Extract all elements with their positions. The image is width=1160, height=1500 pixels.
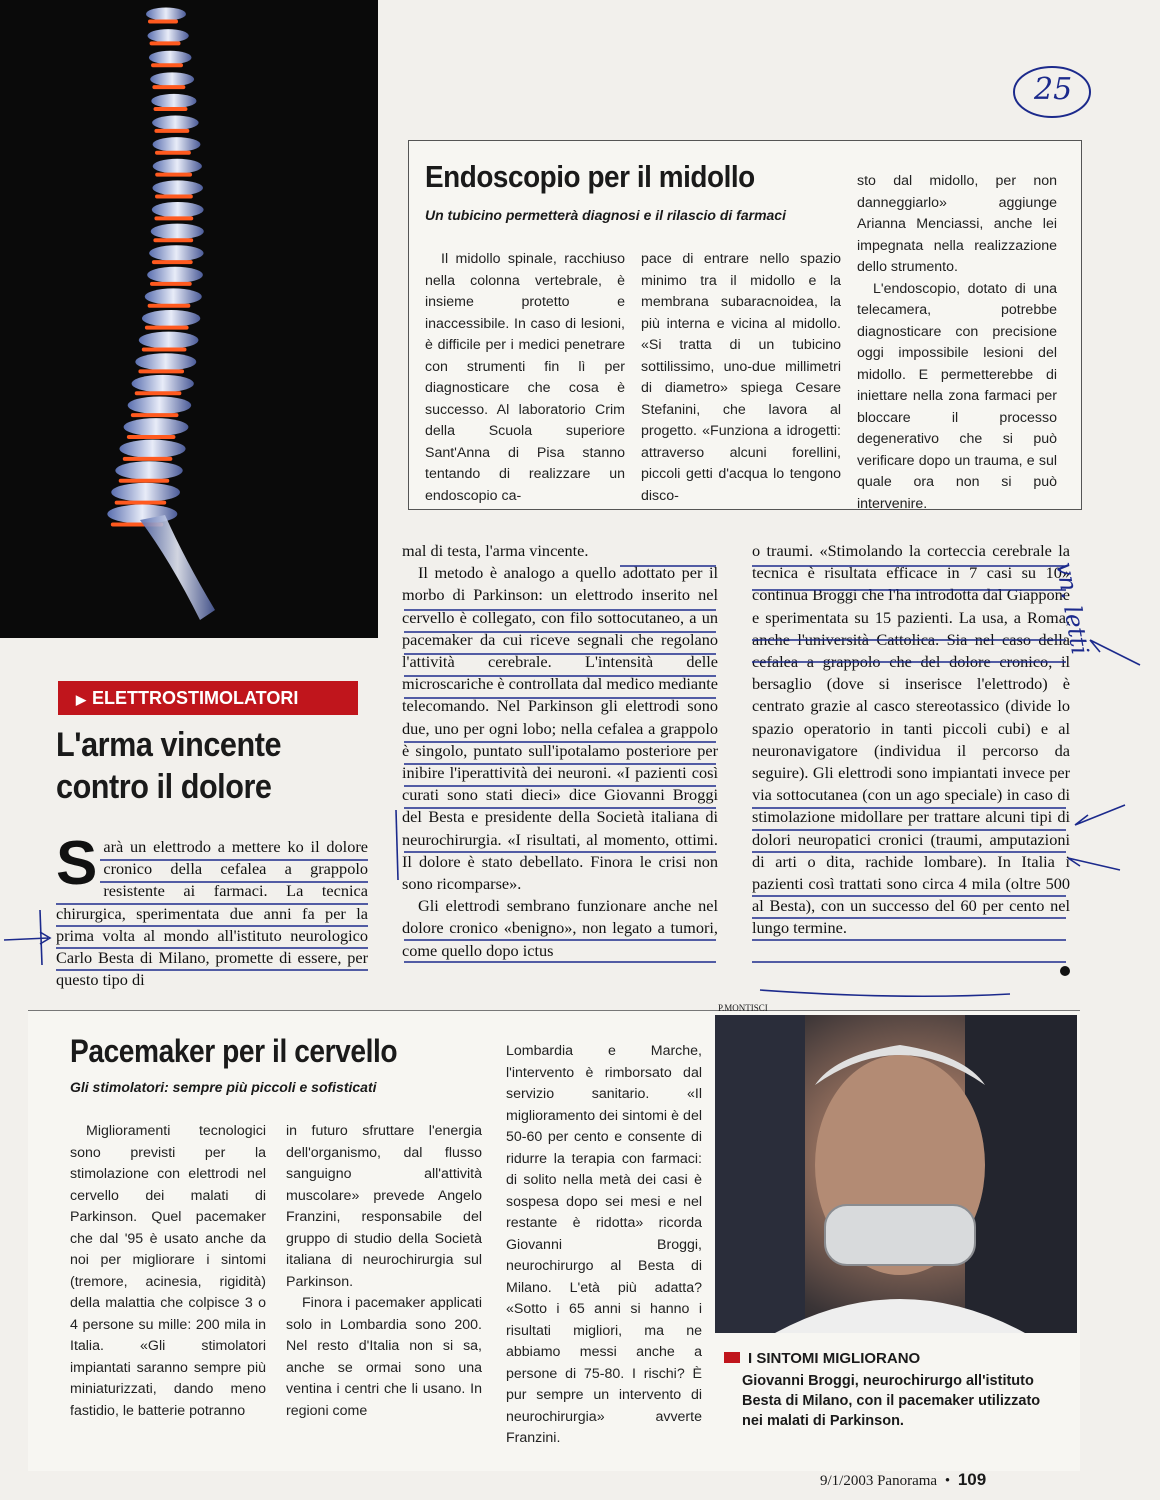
- spinal-disc: [138, 369, 184, 373]
- main-headline: L'arma vincente contro il dolore: [56, 726, 282, 806]
- spinal-disc: [123, 457, 173, 461]
- vertebra: [124, 418, 189, 436]
- endoscopio-title: Endoscopio per il midollo: [425, 159, 755, 194]
- spinal-disc: [152, 85, 185, 89]
- spinal-disc: [115, 501, 167, 505]
- endoscopio-column-2: pace di entrare nello spazio minimo tra il midollo e la membrana subaracnoidea, la più interna e vicina al midollo. «Si tratta di un tubicino sottilissimo, uno-due millimetri di diametro» spiega Cesare Stefanini, che lavora al progetto. «Funziona a idrogetti: attraverso alcuni forellini, piccoli getti d'acqua lo tengono disco-: [641, 251, 841, 504]
- drop-cap: S: [56, 829, 98, 898]
- vertebra: [147, 267, 203, 283]
- vertebra: [142, 310, 200, 327]
- spinal-disc: [155, 151, 191, 155]
- spinal-disc: [135, 391, 182, 395]
- broggi-photo: [715, 1015, 1077, 1333]
- vertebra: [151, 94, 196, 108]
- spinal-disc: [131, 413, 179, 417]
- spinal-disc: [154, 107, 188, 111]
- photo-caption: [724, 1350, 1064, 1431]
- vertebra: [119, 440, 185, 458]
- end-bullet: [1060, 966, 1070, 976]
- spinal-disc: [142, 348, 187, 352]
- page-number: 109: [957, 1470, 987, 1489]
- vertebra: [150, 72, 194, 86]
- spinal-disc: [150, 41, 181, 45]
- spinal-disc: [119, 479, 170, 483]
- spinal-disc: [148, 304, 191, 308]
- spinal-disc: [148, 20, 178, 24]
- vertebra: [149, 245, 203, 261]
- caption-title: I SINTOMI MIGLIORANO: [724, 1350, 1064, 1367]
- spine-image: [0, 0, 378, 638]
- main-article-column-2: mal di testa, l'arma vincente. Il metodo è analogo a quello adottato per il morbo di Parkinson: un elettrodo inserito nel cervello è collegato, con filo sottocutaneo, a un pacemaker da cui riceve segnali che regolano l'attività cerebrale. L'intensità delle microscariche è controllata dal medico mediante telecomando. Nel Parkinson gli elettrodi sono due, uno per ogni lobo; nella cefalea a grappolo è singolo, puntato sull'ipotalamo posteriore per inibire l'iperattività dei neuroni. «I pazienti così curati sono stati dieci» dice Giovanni Broggi del Besta e presidente della Società italiana di neurochirurgia. «I risultati, al momento, ottimi. Il dolore è stato debellato. Finora le crisi non sono ricomparse». Gli elettrodi sembrano funzionare anche nel dolore cronico «benigno», non legato a tumori, come quello dopo ictus: [402, 541, 718, 960]
- magazine-name: Panorama: [877, 1473, 938, 1489]
- vertebra: [152, 202, 204, 217]
- spinal-disc: [154, 129, 189, 133]
- pacemaker-title: Pacemaker per il cervello: [70, 1033, 398, 1069]
- endoscopio-box: [408, 140, 1082, 510]
- vertebra: [153, 159, 202, 174]
- vertebra: [147, 29, 188, 42]
- vertebra: [149, 51, 192, 65]
- spinal-disc: [151, 63, 183, 67]
- issue-date: 9/1/2003: [820, 1473, 874, 1489]
- vertebra: [139, 332, 199, 349]
- page-footer: [820, 1470, 986, 1490]
- spine-illustration: [0, 0, 378, 638]
- vertebra: [146, 8, 186, 21]
- vertebra: [145, 288, 202, 304]
- pacemaker-column-3: Lombardia e Marche, l'intervento è rimborsato dal servizio sanitario. «Il miglioramento dei sintomi è del 50-60 per cento e consente di ridurre la terapia con farmaci: di solito nella metà dei casi è sospesa dopo sei mesi e nel restante è ridotta» ricorda Giovanni Broggi, neurochirurgo al Besta di Milano. L'età più adatta? «Sotto i 65 anni si hanno i risultati migliori, ma ne abbiamo messi anche a persone di 75-80. I rischi? È pur sempre un intervento di neurochirurgia» avverte Franzini.: [506, 1043, 702, 1446]
- vertebra: [135, 353, 196, 370]
- vertebra: [128, 396, 191, 414]
- vertebra: [132, 375, 194, 392]
- pacemaker-column-1: Miglioramenti tecnologici sono previsti per la stimolazione con elettrodi nel cervello dei malati di Parkinson. Quel pacemaker che dal '95 è usato anche da noi per migliorare i sintomi (tremore, acinesia, rigidità) della malattia che colpisce 3 o 4 persone su mille: 200 mila in Italia. «Gli stimolatori impiantati saranno sempre più miniaturizzati, dando meno fastidio, le batterie potranno: [70, 1123, 266, 1419]
- handwritten-page-number: 25: [1010, 62, 1100, 122]
- spinal-disc: [127, 435, 176, 439]
- pacemaker-column-2: in futuro sfruttare l'energia dell'organismo, dal flusso sanguigno all'attività muscolare» prevede Angelo Franzini, responsabile del gruppo di studio della Società italiana di neurochirurgia sul Parkinson. Finora i pacemaker applicati solo in Lombardia sono 200. Nel resto d'Italia non si sa, anche se ormai sono una ventina i centri che li usano. In regioni come: [286, 1123, 482, 1419]
- spinal-disc: [155, 173, 192, 177]
- endoscopio-column-1: Il midollo spinale, racchiuso nella colonna vertebrale, è insieme protetto e inaccessibile. In caso di lesioni, è difficile per i medici penetrare con strumenti fin lì per diagnosticare che cosa è successo. Al laboratorio Crim della Scuola superiore Sant'Anna di Pisa stanno tentando di realizzare un endoscopio ca-: [425, 251, 625, 504]
- spinal-disc: [145, 326, 189, 330]
- vertebra: [153, 137, 201, 152]
- photo-credit: P.MONTISCI: [718, 1003, 768, 1013]
- main-article-column-3: o traumi. «Stimolando la corteccia cerebrale la tecnica è risultata efficace in 7 casi su 10» continua Broggi che l'ha introdotta dal Giappone e sperimentata su 15 pazienti. La usa, a Roma, anche l'università Cattolica. Sia nel caso della cefalea a grappolo che del dolore cronico, il bersaglio (dove si inserisce l'elettrodo) è centrato grazie al casco stereotassico (divide lo spazio operatorio in tanti piccoli cubi) e al neuronavigatore (individua il percorso da seguire). Gli elettrodi sono impiantati invece per via sottocutanea (con un ago speciale) in caso di stimolazione midollare per trattare alcuni tipi di dolori neuropatici cronici (traumi, amputazioni di arti o dita, rachide lombare). In Italia i pazienti così trattati sono circa 4 mila (oltre 500 al Besta), con un successo del 60 per cento nel lungo termine.: [752, 541, 1070, 938]
- spinal-disc: [154, 216, 193, 220]
- vertebra: [151, 224, 204, 240]
- vertebra: [115, 461, 182, 479]
- caption-text: Giovanni Broggi, neurochirurgo all'istituto Besta di Milano, con il pacemaker utilizzato nei malati di Parkinson.: [742, 1373, 1041, 1429]
- vertebra: [111, 483, 180, 502]
- vertebra: [152, 116, 199, 130]
- spinal-disc: [155, 194, 193, 198]
- vertebra: [153, 180, 203, 195]
- spinal-disc: [150, 282, 192, 286]
- endoscopio-column-3: sto dal midollo, per non danneggiarlo» aggiunge Arianna Menciassi, anche lei impegnata nella realizzazione dello strumento. L'endoscopio, dotato di una telecamera, potrebbe diagnosticare con precisione oggi impossibile lesioni del midollo. E permetterebbe di iniettare nella zona farmaci per bloccare il processo degenerativo che si può verificare dopo un trauma, e sul quale ora non si può intervenire.: [857, 173, 1057, 512]
- footer-bullet: •: [944, 1473, 951, 1489]
- section-tag: ▶ ELETTROSTIMOLATORI: [58, 681, 358, 715]
- main-article-column-1: S arà un elettrodo a mettere ko il dolore cronico della cefalea a grappolo resistente ai farmaci. La tecnica chirurgica, sperimentata due anni fa per la prima volta al mondo all'istituto neurologico Carlo Besta di Milano, promette di essere, per questo tipo di: [56, 829, 368, 990]
- triangle-icon: ▶: [76, 692, 86, 707]
- endoscopio-subtitle: Un tubicino permetterà diagnosi e il rilascio di farmaci: [425, 207, 786, 223]
- pacemaker-subtitle: Gli stimolatori: sempre più piccoli e sofisticati: [70, 1079, 377, 1095]
- spinal-disc: [153, 238, 193, 242]
- spinal-disc: [152, 260, 193, 264]
- handwritten-margin-note: vn. letti: [1050, 560, 1095, 657]
